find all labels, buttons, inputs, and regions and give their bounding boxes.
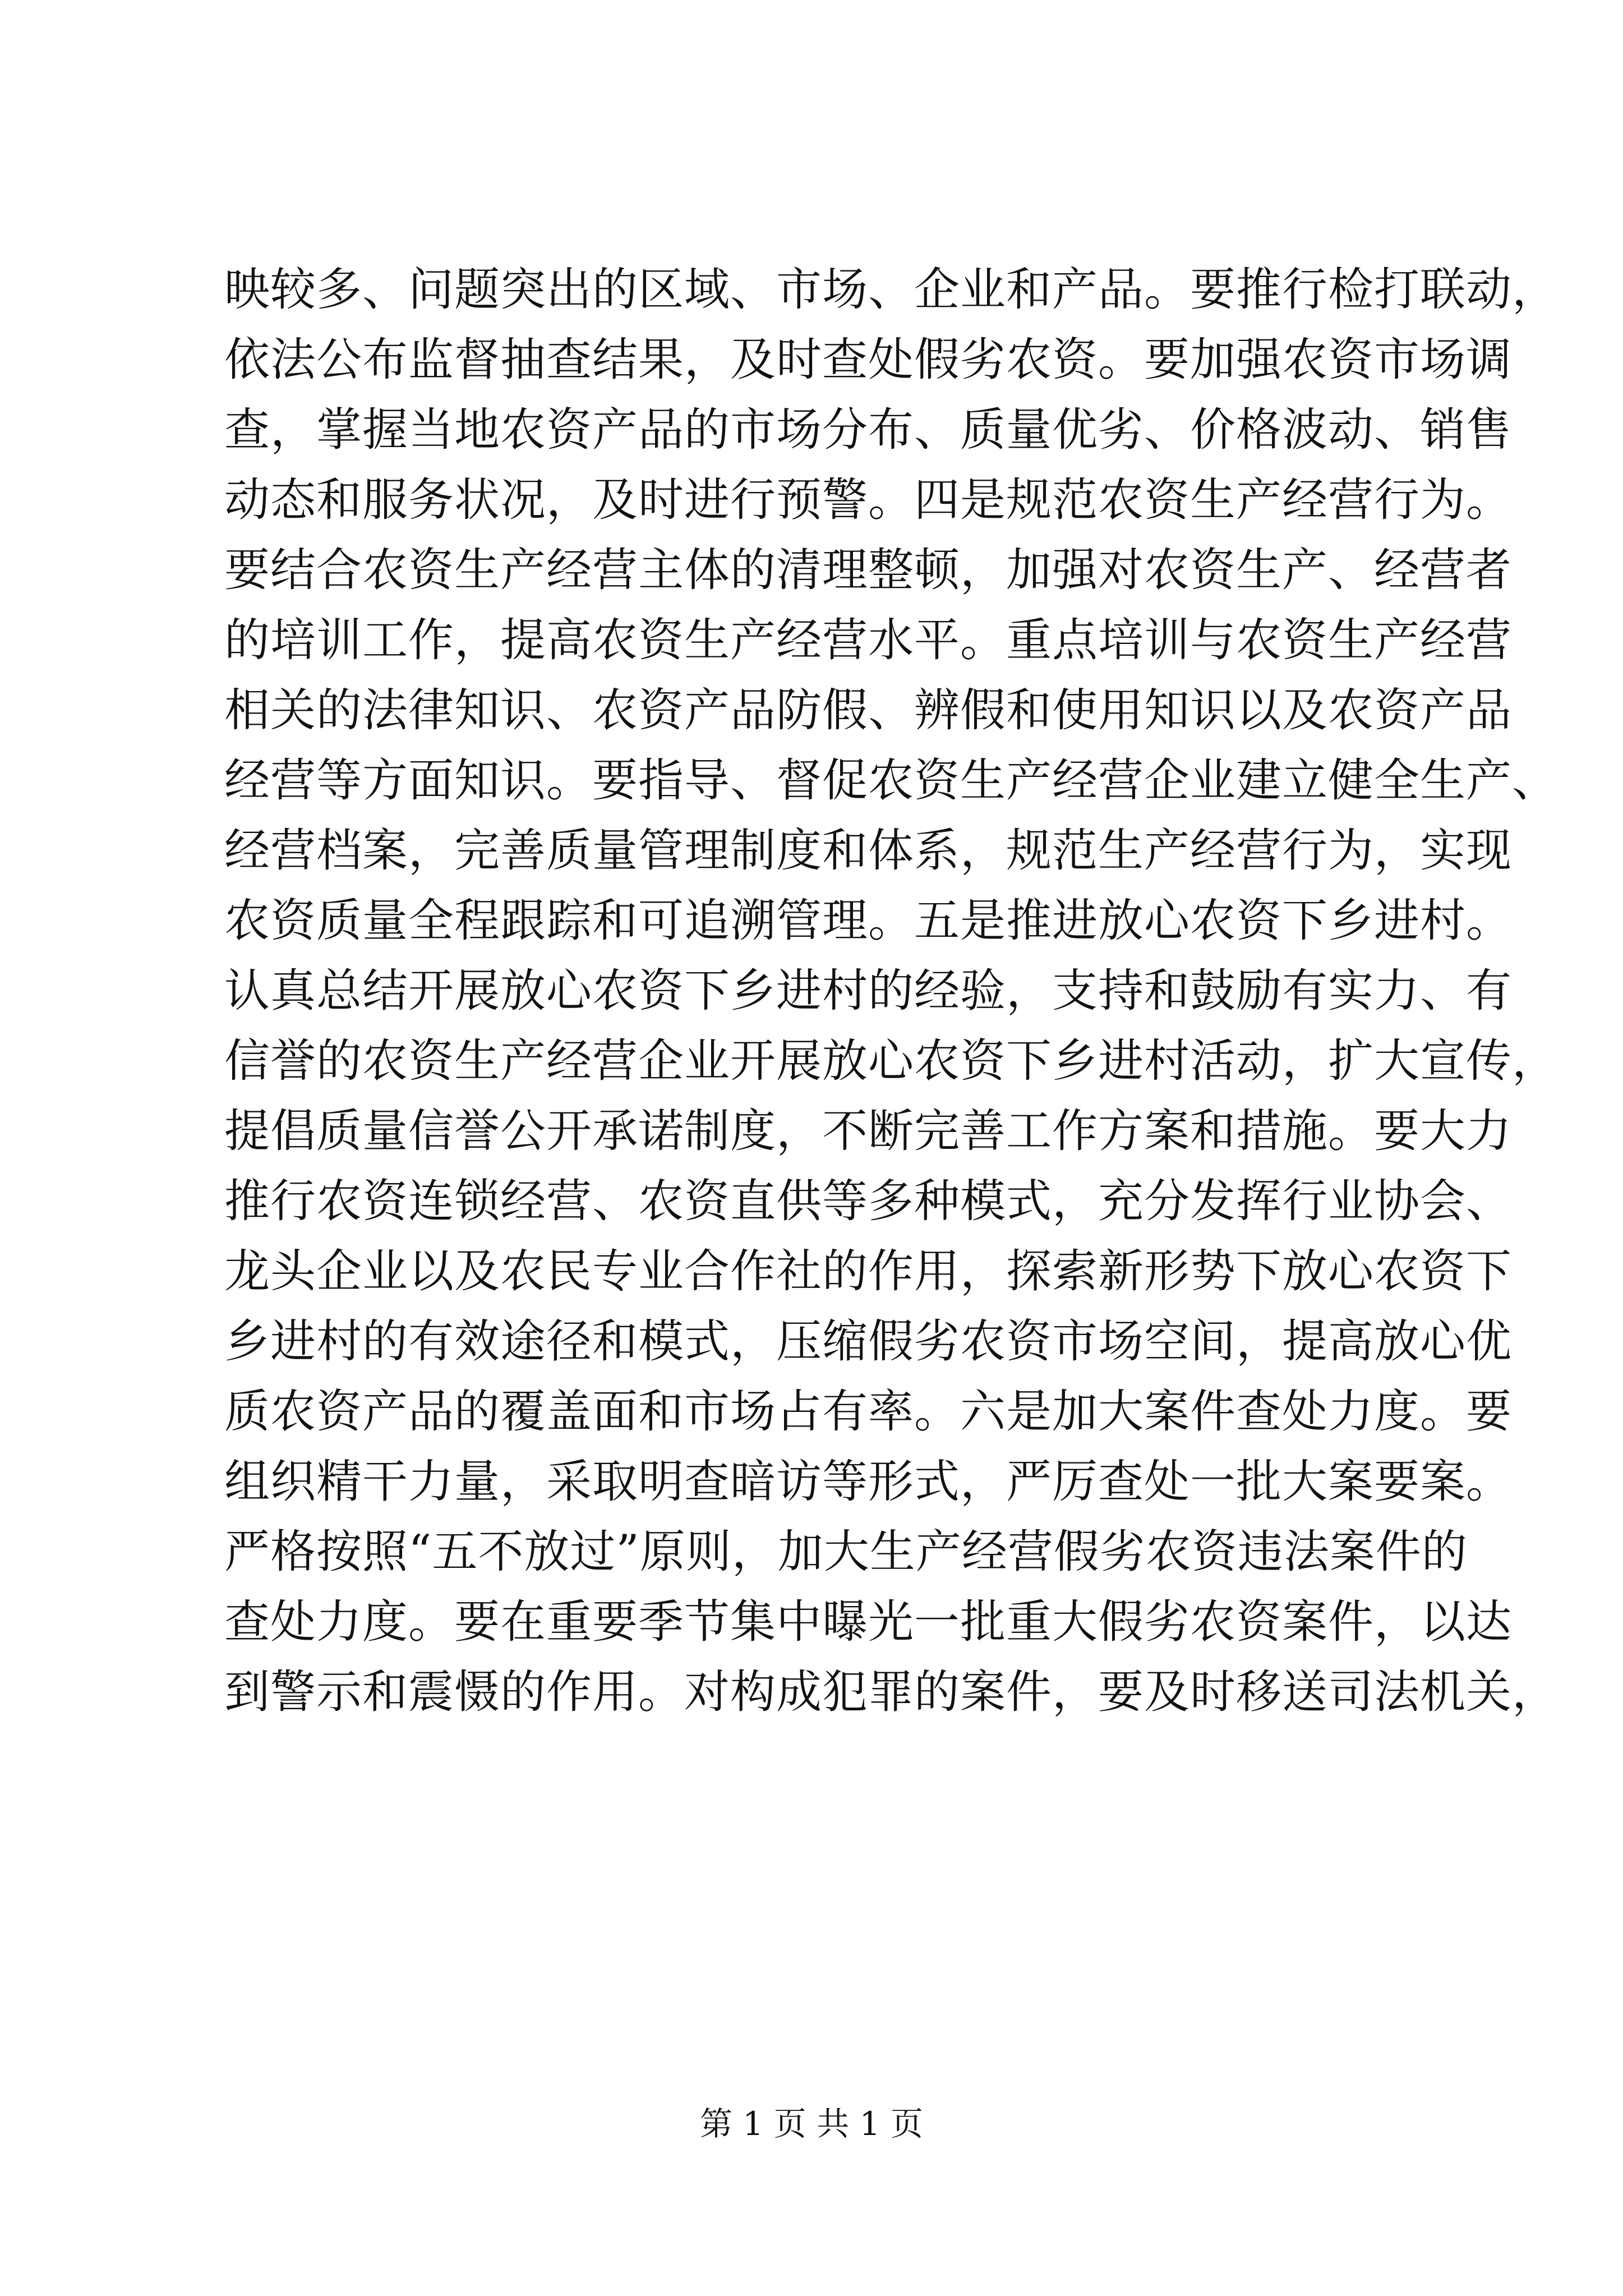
text-line: 经营等方面知识。要指导、督促农资生产经营企业建立健全生产、: [224, 754, 1559, 807]
text-line: 认真总结开展放心农资下乡进村的经验，支持和鼓励有实力、有: [224, 965, 1513, 1018]
text-line: 提倡质量信誉公开承诺制度，不断完善工作方案和措施。要大力: [224, 1105, 1513, 1158]
text-line: 的培训工作，提高农资生产经营水平。重点培训与农资生产经营: [224, 614, 1513, 667]
text-line: 映较多、问题突出的区域、市场、企业和产品。要推行检打联动，: [224, 264, 1559, 316]
text-line: 农资质量全程跟踪和可追溯管理。五是推进放心农资下乡进村。: [224, 895, 1513, 947]
text-line: 乡进村的有效途径和模式，压缩假劣农资市场空间，提高放心优: [224, 1315, 1513, 1368]
text-line: 推行农资连锁经营、农资直供等多种模式，充分发挥行业协会、: [224, 1175, 1513, 1228]
text-line: 质农资产品的覆盖面和市场占有率。六是加大案件查处力度。要: [224, 1386, 1513, 1438]
text-line: 查处力度。要在重要季节集中曝光一批重大假劣农资案件，以达: [224, 1596, 1513, 1649]
text-line: 严格按照“五不放过”原则，加大生产经营假劣农资违法案件的: [224, 1526, 1468, 1579]
text-line: 龙头企业以及农民专业合作社的作用，探索新形势下放心农资下: [224, 1245, 1513, 1298]
text-line: 动态和服务状况，及时进行预警。四是规范农资生产经营行为。: [224, 474, 1513, 527]
text-line: 到警示和震慑的作用。对构成犯罪的案件，要及时移送司法机关，: [224, 1666, 1559, 1719]
text-line: 经营档案，完善质量管理制度和体系，规范生产经营行为，实现: [224, 825, 1513, 877]
text-line: 查，掌握当地农资产品的市场分布、质量优劣、价格波动、销售: [224, 404, 1513, 457]
text-line: 信誉的农资生产经营企业开展放心农资下乡进村活动，扩大宣传，: [224, 1035, 1559, 1088]
page-footer: 第 1 页 共 1 页: [700, 2105, 923, 2143]
text-line: 组织精干力量，采取明查暗访等形式，严厉查处一批大案要案。: [224, 1456, 1513, 1508]
text-line: 依法公布监督抽查结果，及时查处假劣农资。要加强农资市场调: [224, 334, 1513, 386]
body-text: [224, 255, 1559, 1728]
text-line: 要结合农资生产经营主体的清理整顿，加强对农资生产、经营者: [224, 544, 1513, 597]
text-line: 相关的法律知识、农资产品防假、辨假和使用知识以及农资产品: [224, 684, 1513, 737]
